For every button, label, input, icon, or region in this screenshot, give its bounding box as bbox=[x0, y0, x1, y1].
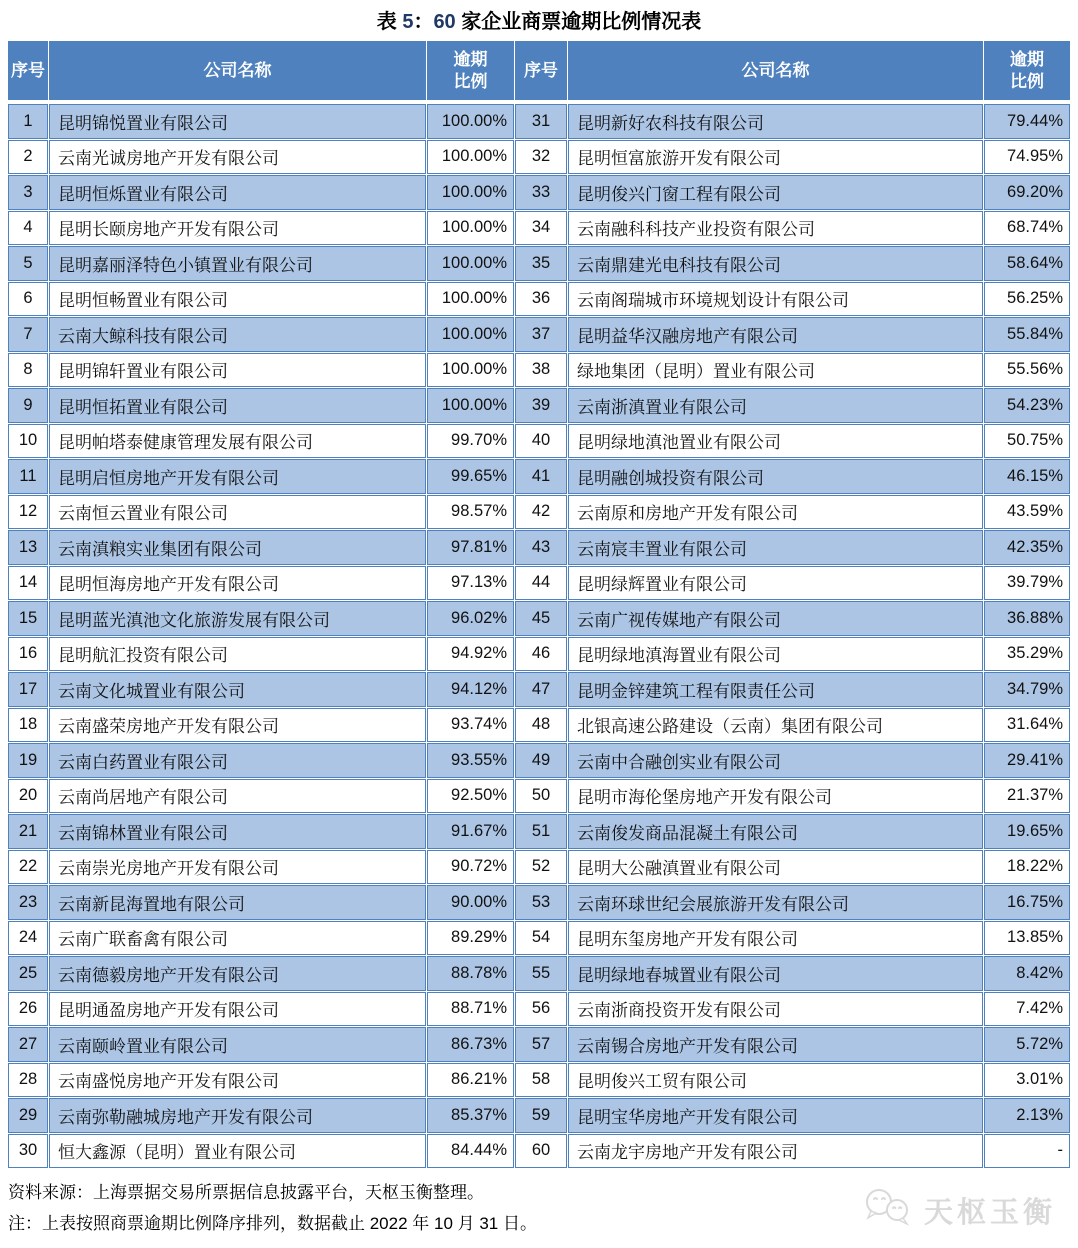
company-name: 昆明绿地春城置业有限公司 bbox=[568, 956, 983, 991]
overdue-ratio: 18.22% bbox=[984, 850, 1070, 885]
title-company-count: 60 bbox=[433, 11, 456, 33]
row-index: 58 bbox=[515, 1063, 567, 1098]
row-index: 13 bbox=[8, 530, 48, 565]
overdue-ratio: 100.00% bbox=[427, 388, 514, 423]
row-index: 20 bbox=[8, 779, 48, 814]
company-name: 云南宸丰置业有限公司 bbox=[568, 530, 983, 565]
overdue-ratio: 100.00% bbox=[427, 211, 514, 246]
company-name: 云南崇光房地产开发有限公司 bbox=[49, 850, 426, 885]
row-index: 54 bbox=[515, 921, 567, 956]
brand-watermark-text: 天枢玉衡 bbox=[923, 1197, 1056, 1229]
row-index: 48 bbox=[515, 708, 567, 743]
overdue-ratio: 88.78% bbox=[427, 956, 514, 991]
overdue-ratio: 86.21% bbox=[427, 1063, 514, 1098]
company-name: 云南大鲸科技有限公司 bbox=[49, 317, 426, 352]
company-name: 云南俊发商品混凝土有限公司 bbox=[568, 814, 983, 849]
company-name: 云南颐岭置业有限公司 bbox=[49, 1027, 426, 1062]
header-seq-left: 序号 bbox=[8, 41, 48, 100]
row-index: 38 bbox=[515, 353, 567, 388]
overdue-ratio: 68.74% bbox=[984, 211, 1070, 246]
row-index: 8 bbox=[8, 353, 48, 388]
header-ratio-right bbox=[984, 41, 1070, 100]
overdue-ratio: 91.67% bbox=[427, 814, 514, 849]
overdue-ratio: 86.73% bbox=[427, 1027, 514, 1062]
sort-note: 注：上表按照商票逾期比例降序排列，数据截止 2022 年 10 月 31 日。 bbox=[8, 1213, 537, 1233]
row-index: 9 bbox=[8, 388, 48, 423]
row-index: 59 bbox=[515, 1098, 567, 1133]
overdue-ratio: 31.64% bbox=[984, 708, 1070, 743]
company-name: 云南原和房地产开发有限公司 bbox=[568, 495, 983, 530]
overdue-ratio: 90.72% bbox=[427, 850, 514, 885]
row-index: 27 bbox=[8, 1027, 48, 1062]
header-ratio-line1: 逾期 bbox=[453, 50, 488, 70]
overdue-ratio: 74.95% bbox=[984, 140, 1070, 175]
overdue-ratio: 100.00% bbox=[427, 140, 514, 175]
table-header-row bbox=[8, 41, 1070, 100]
overdue-ratio: 100.00% bbox=[427, 104, 514, 139]
overdue-ratio: 3.01% bbox=[984, 1063, 1070, 1098]
row-index: 50 bbox=[515, 779, 567, 814]
row-index: 18 bbox=[8, 708, 48, 743]
company-name: 云南尚居地产有限公司 bbox=[49, 779, 426, 814]
row-index: 33 bbox=[515, 175, 567, 210]
company-name: 云南融科科技产业投资有限公司 bbox=[568, 211, 983, 246]
company-name: 云南阁瑞城市环境规划设计有限公司 bbox=[568, 282, 983, 317]
row-index: 11 bbox=[8, 459, 48, 494]
source-note: 资料来源：上海票据交易所票据信息披露平台，天枢玉衡整理。 bbox=[8, 1183, 484, 1202]
row-index: 44 bbox=[515, 566, 567, 601]
overdue-ratio: 39.79% bbox=[984, 566, 1070, 601]
row-index: 16 bbox=[8, 637, 48, 672]
company-name: 云南恒云置业有限公司 bbox=[49, 495, 426, 530]
company-name: 云南环球世纪会展旅游开发有限公司 bbox=[568, 885, 983, 920]
overdue-ratio: 7.42% bbox=[984, 992, 1070, 1027]
overdue-ratio: 100.00% bbox=[427, 317, 514, 352]
row-index: 14 bbox=[8, 566, 48, 601]
company-name: 昆明俊兴门窗工程有限公司 bbox=[568, 175, 983, 210]
header-ratio-line2: 比例 bbox=[1010, 71, 1044, 91]
row-index: 28 bbox=[8, 1063, 48, 1098]
row-index: 45 bbox=[515, 601, 567, 636]
overdue-ratio: 88.71% bbox=[427, 992, 514, 1027]
overdue-ratio: 94.92% bbox=[427, 637, 514, 672]
chat-bubbles-icon bbox=[862, 1187, 916, 1234]
company-name: 昆明恒海房地产开发有限公司 bbox=[49, 566, 426, 601]
row-index: 1 bbox=[8, 104, 48, 139]
company-name: 云南鼎建光电科技有限公司 bbox=[568, 246, 983, 281]
overdue-ratio: 99.65% bbox=[427, 459, 514, 494]
overdue-ratio: 93.55% bbox=[427, 743, 514, 778]
header-ratio-line1: 逾期 bbox=[1010, 50, 1044, 70]
header-seq-right: 序号 bbox=[515, 41, 567, 100]
overdue-ratio: 69.20% bbox=[984, 175, 1070, 210]
overdue-ratio: 98.57% bbox=[427, 495, 514, 530]
company-name: 云南白药置业有限公司 bbox=[49, 743, 426, 778]
row-index: 60 bbox=[515, 1134, 567, 1169]
row-index: 36 bbox=[515, 282, 567, 317]
overdue-ratio: 79.44% bbox=[984, 104, 1070, 139]
company-name: 昆明锦悦置业有限公司 bbox=[49, 104, 426, 139]
row-index: 51 bbox=[515, 814, 567, 849]
row-index: 29 bbox=[8, 1098, 48, 1133]
overdue-ratio: 46.15% bbox=[984, 459, 1070, 494]
row-index: 47 bbox=[515, 672, 567, 707]
company-name: 昆明绿辉置业有限公司 bbox=[568, 566, 983, 601]
company-name: 昆明益华汉融房地产有限公司 bbox=[568, 317, 983, 352]
company-name: 云南德毅房地产开发有限公司 bbox=[49, 956, 426, 991]
company-name: 昆明嘉丽泽特色小镇置业有限公司 bbox=[49, 246, 426, 281]
row-index: 31 bbox=[515, 104, 567, 139]
title-text: 表 bbox=[376, 11, 403, 33]
overdue-ratio: 55.56% bbox=[984, 353, 1070, 388]
overdue-ratio: 5.72% bbox=[984, 1027, 1070, 1062]
company-name: 昆明启恒房地产开发有限公司 bbox=[49, 459, 426, 494]
row-index: 57 bbox=[515, 1027, 567, 1062]
overdue-ratio: 29.41% bbox=[984, 743, 1070, 778]
company-name: 昆明俊兴工贸有限公司 bbox=[568, 1063, 983, 1098]
row-index: 46 bbox=[515, 637, 567, 672]
overdue-ratio: 100.00% bbox=[427, 282, 514, 317]
company-name: 云南广联畜禽有限公司 bbox=[49, 921, 426, 956]
overdue-ratio: 35.29% bbox=[984, 637, 1070, 672]
company-name: 昆明绿地滇池置业有限公司 bbox=[568, 424, 983, 459]
table-body bbox=[8, 104, 1070, 1168]
row-index: 34 bbox=[515, 211, 567, 246]
title-text-suffix: 家企业商票逾期比例情况表 bbox=[455, 11, 702, 33]
overdue-ratio: 94.12% bbox=[427, 672, 514, 707]
header-ratio-left bbox=[427, 41, 514, 100]
company-name: 昆明长颐房地产开发有限公司 bbox=[49, 211, 426, 246]
overdue-ratio: 85.37% bbox=[427, 1098, 514, 1133]
row-index: 25 bbox=[8, 956, 48, 991]
overdue-ratio: 97.81% bbox=[427, 530, 514, 565]
row-index: 4 bbox=[8, 211, 48, 246]
row-index: 43 bbox=[515, 530, 567, 565]
overdue-ratio: 34.79% bbox=[984, 672, 1070, 707]
company-name: 云南弥勒融城房地产开发有限公司 bbox=[49, 1098, 426, 1133]
company-name: 云南锦林置业有限公司 bbox=[49, 814, 426, 849]
row-index: 56 bbox=[515, 992, 567, 1027]
title-colon: ： bbox=[413, 11, 434, 33]
overdue-ratio: 36.88% bbox=[984, 601, 1070, 636]
company-name: 昆明航汇投资有限公司 bbox=[49, 637, 426, 672]
row-index: 40 bbox=[515, 424, 567, 459]
overdue-ratio: 19.65% bbox=[984, 814, 1070, 849]
row-index: 19 bbox=[8, 743, 48, 778]
company-name: 昆明通盈房地产开发有限公司 bbox=[49, 992, 426, 1027]
row-index: 39 bbox=[515, 388, 567, 423]
overdue-ratio: 54.23% bbox=[984, 388, 1070, 423]
overdue-ratio: 2.13% bbox=[984, 1098, 1070, 1133]
row-index: 23 bbox=[8, 885, 48, 920]
row-index: 32 bbox=[515, 140, 567, 175]
overdue-ratio: 90.00% bbox=[427, 885, 514, 920]
overdue-ratio: 42.35% bbox=[984, 530, 1070, 565]
row-index: 17 bbox=[8, 672, 48, 707]
overdue-ratio: 58.64% bbox=[984, 246, 1070, 281]
company-name: 昆明恒富旅游开发有限公司 bbox=[568, 140, 983, 175]
row-index: 52 bbox=[515, 850, 567, 885]
company-name: 云南龙宇房地产开发有限公司 bbox=[568, 1134, 983, 1169]
row-index: 53 bbox=[515, 885, 567, 920]
overdue-ratio: 96.02% bbox=[427, 601, 514, 636]
company-name: 云南锡合房地产开发有限公司 bbox=[568, 1027, 983, 1062]
overdue-ratio: 100.00% bbox=[427, 175, 514, 210]
overdue-ratio: 92.50% bbox=[427, 779, 514, 814]
company-name: 云南滇粮实业集团有限公司 bbox=[49, 530, 426, 565]
company-name: 北银高速公路建设（云南）集团有限公司 bbox=[568, 708, 983, 743]
company-name: 昆明恒拓置业有限公司 bbox=[49, 388, 426, 423]
company-name: 云南浙商投资开发有限公司 bbox=[568, 992, 983, 1027]
row-index: 37 bbox=[515, 317, 567, 352]
company-name: 昆明锦轩置业有限公司 bbox=[49, 353, 426, 388]
row-index: 55 bbox=[515, 956, 567, 991]
overdue-ratio: 100.00% bbox=[427, 246, 514, 281]
overdue-ratio: 8.42% bbox=[984, 956, 1070, 991]
company-name: 云南盛荣房地产开发有限公司 bbox=[49, 708, 426, 743]
overdue-ratio: 50.75% bbox=[984, 424, 1070, 459]
overdue-ratio: 56.25% bbox=[984, 282, 1070, 317]
company-name: 昆明东玺房地产开发有限公司 bbox=[568, 921, 983, 956]
row-index: 10 bbox=[8, 424, 48, 459]
company-name: 昆明绿地滇海置业有限公司 bbox=[568, 637, 983, 672]
row-index: 7 bbox=[8, 317, 48, 352]
company-name: 恒大鑫源（昆明）置业有限公司 bbox=[49, 1134, 426, 1169]
row-index: 35 bbox=[515, 246, 567, 281]
company-name: 云南盛悦房地产开发有限公司 bbox=[49, 1063, 426, 1098]
row-index: 26 bbox=[8, 992, 48, 1027]
overdue-ratio: 16.75% bbox=[984, 885, 1070, 920]
overdue-ratio: 93.74% bbox=[427, 708, 514, 743]
company-name: 昆明帕塔泰健康管理发展有限公司 bbox=[49, 424, 426, 459]
row-index: 49 bbox=[515, 743, 567, 778]
row-index: 2 bbox=[8, 140, 48, 175]
company-name: 昆明大公融滇置业有限公司 bbox=[568, 850, 983, 885]
company-name: 昆明恒畅置业有限公司 bbox=[49, 282, 426, 317]
row-index: 22 bbox=[8, 850, 48, 885]
overdue-ratio: 55.84% bbox=[984, 317, 1070, 352]
row-index: 42 bbox=[515, 495, 567, 530]
title-table-number: 5 bbox=[402, 11, 414, 33]
company-name: 云南浙滇置业有限公司 bbox=[568, 388, 983, 423]
company-name: 云南中合融创实业有限公司 bbox=[568, 743, 983, 778]
company-name: 昆明市海伦堡房地产开发有限公司 bbox=[568, 779, 983, 814]
row-index: 5 bbox=[8, 246, 48, 281]
row-index: 41 bbox=[515, 459, 567, 494]
header-ratio-line2: 比例 bbox=[453, 71, 488, 91]
company-name: 昆明宝华房地产开发有限公司 bbox=[568, 1098, 983, 1133]
overdue-ratio: 84.44% bbox=[427, 1134, 514, 1169]
row-index: 30 bbox=[8, 1134, 48, 1169]
company-name: 云南光诚房地产开发有限公司 bbox=[49, 140, 426, 175]
company-name: 云南广视传媒地产有限公司 bbox=[568, 601, 983, 636]
row-index: 6 bbox=[8, 282, 48, 317]
company-name: 昆明蓝光滇池文化旅游发展有限公司 bbox=[49, 601, 426, 636]
row-index: 15 bbox=[8, 601, 48, 636]
overdue-ratio: - bbox=[984, 1134, 1070, 1169]
overdue-ratio: 89.29% bbox=[427, 921, 514, 956]
row-index: 24 bbox=[8, 921, 48, 956]
row-index: 3 bbox=[8, 175, 48, 210]
company-name: 昆明新好农科技有限公司 bbox=[568, 104, 983, 139]
table-title bbox=[0, 0, 1078, 34]
brand-watermark bbox=[862, 1187, 1056, 1234]
company-name: 云南新昆海置地有限公司 bbox=[49, 885, 426, 920]
row-index: 12 bbox=[8, 495, 48, 530]
company-name: 昆明融创城投资有限公司 bbox=[568, 459, 983, 494]
overdue-ratio: 43.59% bbox=[984, 495, 1070, 530]
overdue-ratio: 100.00% bbox=[427, 353, 514, 388]
header-company-left: 公司名称 bbox=[49, 41, 426, 100]
company-name: 昆明恒烁置业有限公司 bbox=[49, 175, 426, 210]
company-name: 绿地集团（昆明）置业有限公司 bbox=[568, 353, 983, 388]
company-name: 昆明金锌建筑工程有限责任公司 bbox=[568, 672, 983, 707]
overdue-ratio: 13.85% bbox=[984, 921, 1070, 956]
header-company-right: 公司名称 bbox=[568, 41, 983, 100]
row-index: 21 bbox=[8, 814, 48, 849]
overdue-ratio: 99.70% bbox=[427, 424, 514, 459]
company-name: 云南文化城置业有限公司 bbox=[49, 672, 426, 707]
overdue-ratio: 21.37% bbox=[984, 779, 1070, 814]
overdue-ratio: 97.13% bbox=[427, 566, 514, 601]
